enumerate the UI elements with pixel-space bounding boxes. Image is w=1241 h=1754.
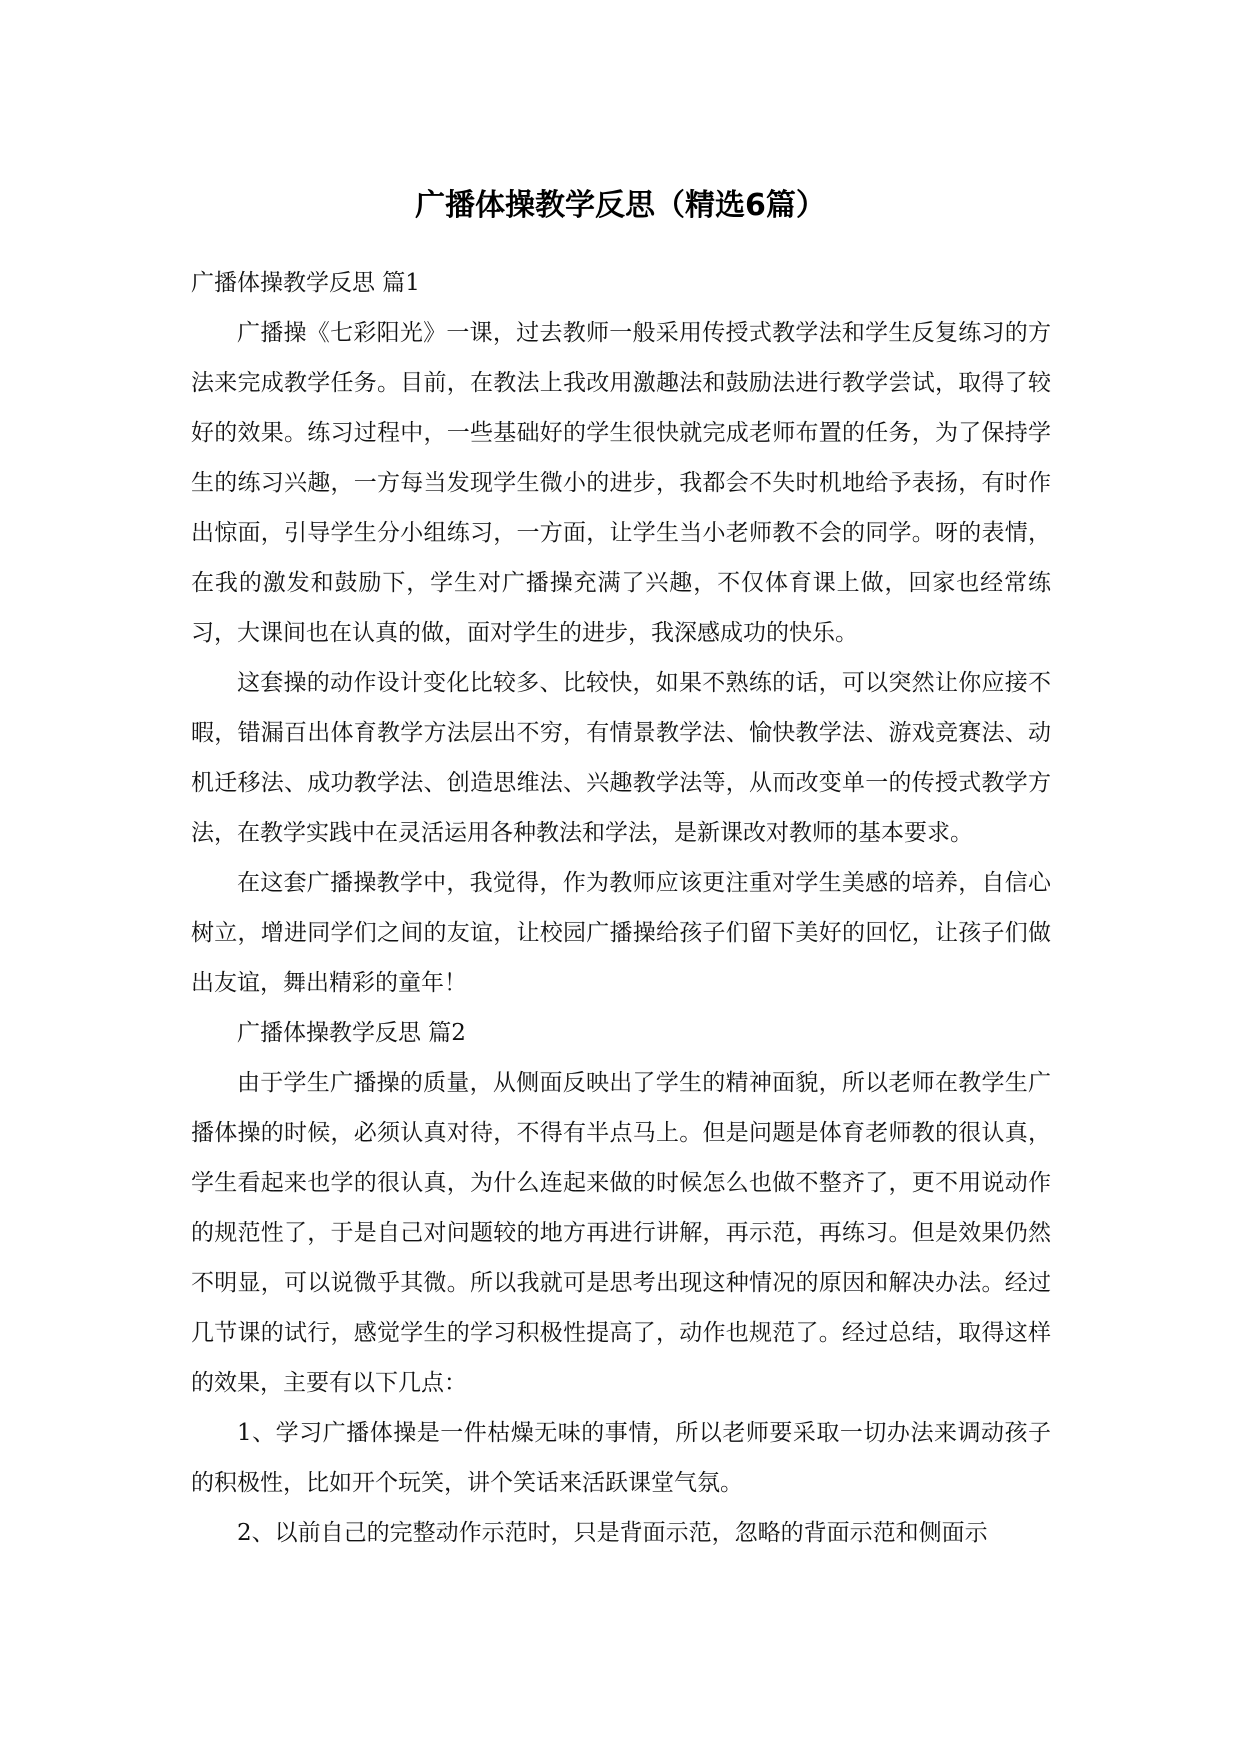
paragraph: 在这套广播操教学中，我觉得，作为教师应该更注重对学生美感的培养，自信心树立，增进同学们之间的友谊，让校园广播操给孩子们留下美好的回忆，让孩子们做出友谊，舞出精彩的童年！	[191, 870, 1051, 996]
document-title: 广播体操教学反思（精选6篇）	[415, 188, 826, 223]
section-heading-2: 广播体操教学反思 篇2	[237, 1020, 466, 1046]
paragraph: 广播操《七彩阳光》一课，过去教师一般采用传授式教学法和学生反复练习的方法来完成教学任务。目前，在教法上我改用激趣法和鼓励法进行教学尝试，取得了较好的效果。练习过程中，一些基础好的学生很快就完成老师布置的任务，为了保持学生的练习兴趣，一方每当发现学生微小的进步，我都会不失时机地给予表扬，有时作出惊面，引导学生分小组练习，一方面，让学生当小老师教不会的同学。呀的表情，在我的激发和鼓励下，学生对广播操充满了兴趣，不仅体育课上做，回家也经常练习，大课间也在认真的做，面对学生的进步，我深感成功的快乐。	[191, 320, 1051, 646]
paragraph: 这套操的动作设计变化比较多、比较快，如果不熟练的话，可以突然让你应接不暇，错漏百出体育教学方法层出不穷，有情景教学法、愉快教学法、游戏竞赛法、动机迁移法、成功教学法、创造思维法、兴趣教学法等，从而改变单一的传授式教学方法，在教学实践中在灵活运用各种教法和学法，是新课改对教师的基本要求。	[191, 670, 1051, 846]
paragraph: 由于学生广播操的质量，从侧面反映出了学生的精神面貌，所以老师在教学生广播体操的时候，必须认真对待，不得有半点马上。但是问题是体育老师教的很认真，学生看起来也学的很认真，为什么连起来做的时候怎么也做不整齐了，更不用说动作的规范性了，于是自己对问题较的地方再进行讲解，再示范，再练习。但是效果仍然不明显，可以说微乎其微。所以我就可是思考出现这种情况的原因和解决办法。经过几节课的试行，感觉学生的学习积极性提高了，动作也规范了。经过总结，取得这样的效果，主要有以下几点：	[191, 1070, 1051, 1396]
list-item: 1、学习广播体操是一件枯燥无味的事情，所以老师要采取一切办法来调动孩子的积极性，比如开个玩笑，讲个笑话来活跃课堂气氛。	[191, 1420, 1051, 1496]
section-heading-1: 广播体操教学反思 篇1	[191, 270, 420, 296]
list-item: 2、以前自己的完整动作示范时，只是背面示范，忽略的背面示范和侧面示	[237, 1520, 988, 1546]
document-body	[191, 258, 1051, 1558]
